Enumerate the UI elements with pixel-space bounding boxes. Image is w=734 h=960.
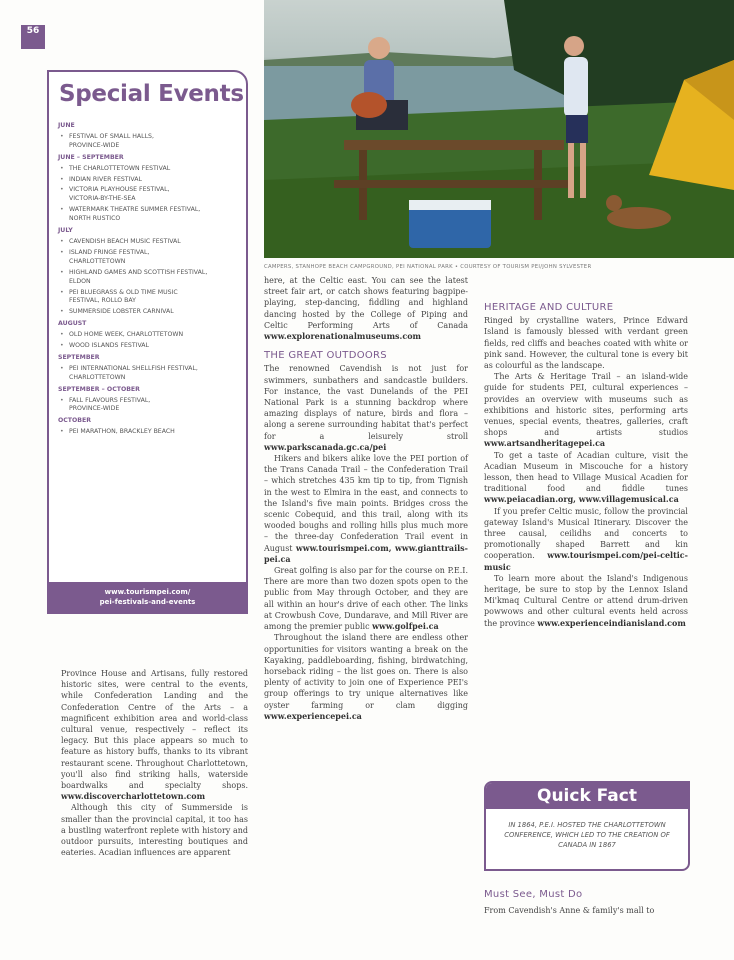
col3-paragraph-2: The Arts & Heritage Trail – an island-wide guide for students PEI, cultural experiences – provides an overview with museums such as exhibitions and historic sites, performing arts venues, special events, theatres, galleries, craft shops and artists studios www.artsandheritagepei.ca	[484, 372, 688, 449]
event-item	[58, 428, 240, 437]
event-item-line: • WOOD ISLANDS FESTIVAL	[69, 342, 149, 350]
col1-paragraph-2: Although this city of Summerside is smaller than the provincial capital, it too has a bustling waterfront replete with history and outdoor pursuits, interesting boutiques and eateries. Acadian influences are apparent	[61, 803, 248, 858]
col2-link-1[interactable]: www.explorenationalmuseums.com	[264, 331, 421, 342]
events-list	[58, 119, 240, 437]
col3-link-5[interactable]: www.experienceindianisland.com	[537, 617, 686, 628]
column-3	[484, 302, 688, 629]
event-item-line: • FESTIVAL OF SMALL HALLS,	[69, 132, 154, 140]
quick-fact-box	[484, 781, 690, 871]
event-item	[58, 133, 240, 151]
event-item-line: • PEI BLUEGRASS & OLD TIME MUSIC	[69, 288, 178, 296]
event-month-heading: OCTOBER	[58, 417, 91, 425]
event-item-line: • HIGHLAND GAMES AND SCOTTISH FESTIVAL,	[69, 268, 208, 276]
campers-photo-illustration	[264, 0, 734, 258]
event-month-heading: JULY	[58, 227, 73, 235]
great-outdoors-heading: THE GREAT OUTDOORS	[264, 350, 387, 362]
event-item	[58, 397, 240, 415]
col3-link-4[interactable]: www.tourismpei.com/pei-celtic-music	[484, 550, 688, 572]
event-item-line: PROVINCE-WIDE	[69, 405, 120, 413]
must-see-heading: Must See, Must Do	[484, 889, 583, 900]
event-item-line: • OLD HOME WEEK, CHARLOTTETOWN	[69, 331, 184, 339]
event-item-line: CHARLOTTETOWN	[69, 373, 126, 381]
events-url-line2[interactable]: pei-festivals-and-events	[99, 598, 196, 606]
event-item-line: PROVINCE-WIDE	[69, 141, 120, 149]
page-number: 56	[26, 26, 40, 36]
event-item	[58, 308, 240, 317]
col2-link-3[interactable]: www.tourismpei.com, www.gianttrails-pei.ca	[264, 542, 468, 564]
col2-link-2[interactable]: www.parkscanada.gc.ca/pei	[264, 441, 387, 452]
event-item-line: • VICTORIA PLAYHOUSE FESTIVAL,	[69, 186, 170, 194]
event-item-line: • CAVENDISH BEACH MUSIC FESTIVAL	[69, 237, 181, 245]
event-item	[58, 186, 240, 204]
quick-fact-title: Quick Fact	[486, 783, 688, 809]
event-item	[58, 365, 240, 383]
col2-paragraph-5: Throughout the island there are endless other opportunities for visitors wanting a break on the Kayaking, paddleboarding, fishing, birdwatching, horseback riding – the list goes on. There is also plenty of activity to join one of Experience PEI's group offerings to try unique alternatives like oyster farming or clam digging www.experiencepei.ca	[264, 633, 468, 721]
column-2	[264, 275, 468, 722]
col2-paragraph-3: Hikers and bikers alike love the PEI portion of the Trans Canada Trail – the Confederation Trail – which stretches 435 km tip to tip, from Tignish in the west to Elmira in the east, and connects to the Island's five main points. Bridges cross the scenic Cobequid, and this trail, along with its wooded boughs and rolling hills plus much more – the three-day Confederation Trail event in August www.tourismpei.com, www.gianttrails-pei.ca	[264, 454, 468, 564]
event-item	[58, 331, 240, 340]
event-item-line: NORTH RUSTICO	[69, 215, 121, 223]
col1-paragraph: Province House and Artisans, fully restored historic sites, were central to the events, while Confederation Landing and the Confederation Centre of the Arts – a magnificent exhibition area and world-class cultural venue, respectively – reflect its legacy. But this place appears so much to feature as history buffs, thanks to its vibrant restaurant scene. Throughout Charlottetown, you'll also find striking halls, waterside boardwalks and specialty shops. www.discovercharlottetown.com	[61, 669, 248, 802]
event-item-line: • THE CHARLOTTETOWN FESTIVAL	[69, 164, 171, 172]
col2-paragraph-1: here, at the Celtic east. You can see the latest street fair art, or catch shows featuring bagpipe-playing, step-dancing, fiddling and highland dancing hosted by the College of Piping and Celtic Performing Arts of Canada www.explorenationalmuseums.com	[264, 276, 468, 342]
col3-link-3[interactable]: www.peiacadian.org, www.villagemusical.ca	[484, 494, 679, 505]
quick-fact-text: IN 1864, P.E.I. HOSTED THE CHARLOTTETOWN CONFERENCE, WHICH LED TO THE CREATION OF CANADA IN 1867	[504, 821, 670, 849]
col2-paragraph-2: The renowned Cavendish is not just for swimmers, sunbathers and sandcastle builders. For instance, the vast Dunelands of the PEI National Park is a stunning backdrop where amazing displays of nature, birds and flora – along a serene surrounding habitat that's perfect for a leisurely stroll www.parkscanada.gc.ca/pei	[264, 364, 468, 452]
special-events-box	[47, 70, 248, 614]
event-item-line: • FALL FLAVOURS FESTIVAL,	[69, 396, 151, 404]
event-item	[58, 165, 240, 174]
col3-paragraph-3: To get a taste of Acadian culture, visit the Acadian Museum in Miscouche for a history lesson, then head to Village Musical Acadien for traditional food and fiddle tunes www.peiacadian.org, www.villagemusical.ca	[484, 450, 688, 505]
event-month-heading: JUNE – SEPTEMBER	[58, 153, 124, 161]
event-item	[58, 269, 240, 287]
page-number-tab	[21, 25, 45, 49]
events-footer[interactable]	[49, 582, 246, 612]
heritage-culture-heading: HERITAGE AND CULTURE	[484, 302, 614, 313]
event-item	[58, 289, 240, 307]
event-month-heading: JUNE	[58, 122, 75, 129]
event-item-line: • ISLAND FRINGE FESTIVAL,	[69, 248, 150, 256]
column-1	[61, 668, 248, 858]
event-item-line: • WATERMARK THEATRE SUMMER FESTIVAL,	[69, 206, 201, 214]
event-item	[58, 176, 240, 185]
event-item-line: ELDON	[69, 277, 91, 285]
event-item	[58, 206, 240, 224]
event-item-line: • SUMMERSIDE LOBSTER CARNIVAL	[69, 308, 174, 316]
event-item-line: • PEI INTERNATIONAL SHELLFISH FESTIVAL,	[69, 364, 198, 372]
event-item	[58, 238, 240, 247]
event-item-line: FESTIVAL, ROLLO BAY	[69, 297, 136, 305]
campers-photo	[264, 0, 734, 258]
photo-caption: CAMPERS, STANHOPE BEACH CAMPGROUND, PEI NATIONAL PARK • COURTESY OF TOURISM PEI/JOHN SYLVESTER	[264, 264, 592, 270]
col3-paragraph-1: Ringed by crystalline waters, Prince Edward Island is famously blessed with verdant green fields, red cliffs and beaches coated with white or pink sand. However, the cultural tone is every bit as colourful as the landscape.	[484, 316, 688, 371]
must-see-text: From Cavendish's Anne & family's mall to	[484, 906, 655, 915]
col3-link-2[interactable]: www.artsandheritagepei.ca	[484, 438, 606, 449]
special-events-title: Special Events	[59, 81, 244, 107]
event-item	[58, 342, 240, 351]
col2-link-4[interactable]: www.golfpei.ca	[372, 621, 439, 632]
event-month-heading: SEPTEMBER	[58, 353, 100, 361]
event-item-line: • PEI MARATHON, BRACKLEY BEACH	[69, 428, 175, 436]
event-item-line: • INDIAN RIVER FESTIVAL	[69, 175, 142, 183]
col3-paragraph-5: To learn more about the Island's Indigenous heritage, be sure to stop by the Lennox Island Mi'kmaq Cultural Centre or attend drum-driven powwows and other cultural events held across the province www.experienceindianisland.com	[484, 573, 688, 628]
col1-link[interactable]: www.discovercharlottetown.com	[61, 791, 206, 802]
event-item	[58, 249, 240, 267]
event-month-heading: AUGUST	[58, 320, 87, 328]
col3-paragraph-4: If you prefer Celtic music, follow the provincial gateway Island's Musical Itinerary. Discover the three causal, ceilidhs and concerts to promotionally shaped Barrett and kin cooperation. www.tourismpei.com/pei-celtic-music	[484, 506, 688, 572]
event-month-heading: SEPTEMBER – OCTOBER	[58, 385, 140, 393]
col2-paragraph-4: Great golfing is also par for the course on P.E.I. There are more than two dozen spots open to the public from May through October, and they are all within an hour's drive of each other. The links at Crowbush Cove, Dundarave, and Mill River are among the premier public www.golfpei.ca	[264, 566, 468, 632]
events-url-line1[interactable]: www.tourismpei.com/	[104, 588, 191, 596]
event-item-line: VICTORIA-BY-THE-SEA	[69, 195, 136, 203]
col2-link-5[interactable]: www.experiencepei.ca	[264, 710, 362, 721]
event-item-line: CHARLOTTETOWN	[69, 257, 126, 265]
